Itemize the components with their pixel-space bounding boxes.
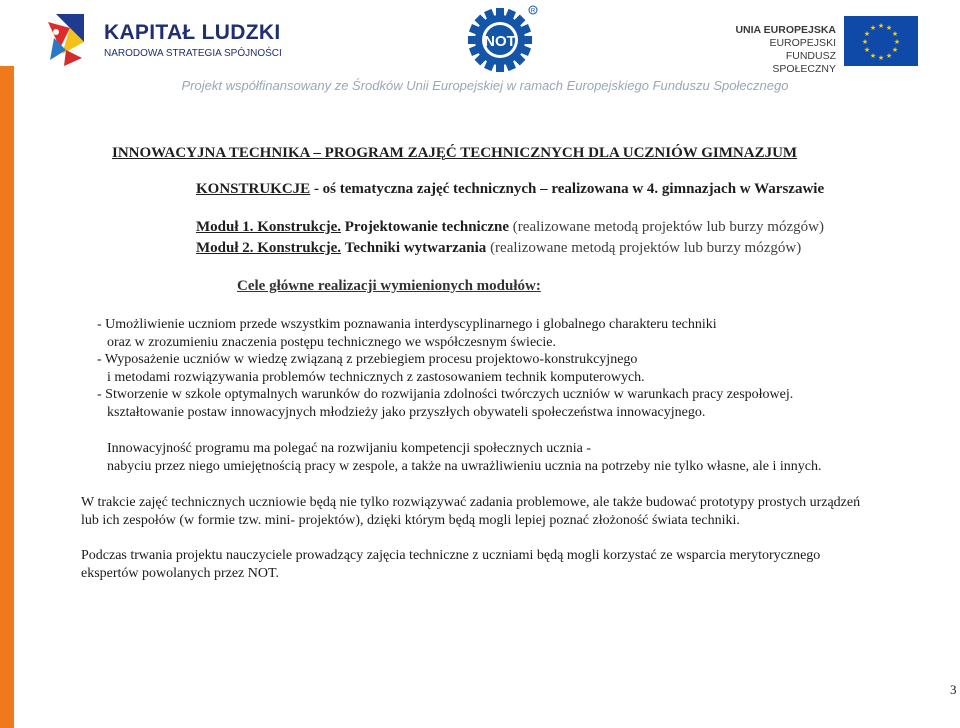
paragraph-2-line-2: ekspertów powolanych przez NOT. (81, 566, 280, 581)
goal-line-3: - Wyposażenie uczniów w wiedzę związaną z przebiegiem procesu projektowo-konstrukcyjnego (97, 352, 638, 367)
kapital-ludzki-emblem-icon (42, 8, 94, 70)
innovation-line-1: Innowacyjność programu ma polegać na rozwijaniu kompetencji społecznych ucznia - (107, 441, 591, 456)
module-1-label: Moduł 1. Konstrukcje. (196, 219, 342, 235)
svg-text:★: ★ (863, 46, 871, 54)
paragraph-2-line-1: Podczas trwania projektu nauczyciele prowadzący zajęcia techniczne z uczniami będą mogli korzystać ze wsparcia merytorycznego (81, 548, 821, 563)
innovation-line-2: nabyciu przez niego umiejętnością pracy w zespole, a także na uwrażliwieniu ucznia na potrzeby nie tylko własne, ale i innych. (107, 459, 822, 474)
svg-text:R: R (530, 8, 536, 15)
eu-line-3: FUNDUSZ SPOŁECZNY (772, 50, 836, 75)
svg-text:★: ★ (893, 38, 901, 46)
goal-line-4: i metodami rozwiązywania problemów technicznych z zastosowaniem technik komputerowych. (107, 370, 645, 385)
thematic-axis-line (196, 181, 824, 198)
thematic-axis-text: - oś tematyczna zajęć technicznych – realizowana w 4. gimnazjach w Warszawie (313, 181, 825, 197)
eu-line-2: EUROPEJSKI (769, 37, 836, 49)
goals-heading: Cele główne realizacji wymienionych modułów: (237, 278, 541, 294)
goal-line-5: - Stworzenie w szkole optymalnych warunków do rozwijania zdolności twórczych uczniów w warunkach pracy zespołowej. (97, 387, 794, 402)
module-1-line (196, 219, 824, 236)
module-2-note: (realizowane metodą projektów lub burzy mózgów) (490, 240, 802, 256)
svg-text:★: ★ (861, 38, 869, 46)
page-number: 3 (950, 682, 957, 697)
kapital-ludzki-subtitle: NARODOWA STRATEGIA SPÓJNOŚCI (104, 48, 282, 59)
svg-text:★: ★ (891, 46, 899, 54)
module-1-topic: Projektowanie techniczne (344, 219, 510, 235)
page-header (0, 0, 960, 105)
module-1-note: (realizowane metodą projektów lub burzy mózgów) (512, 219, 824, 235)
svg-text:★: ★ (869, 52, 877, 60)
svg-text:★: ★ (863, 30, 871, 38)
svg-text:★: ★ (885, 52, 893, 60)
document-title: INNOWACYJNA TECHNIKA – PROGRAM ZAJĘĆ TECHNICZNYCH DLA UCZNIÓW GIMNAZJUM (112, 145, 798, 161)
goal-line-2: oraz w zrozumieniu znaczenia postępu technicznego we współczesnym świecie. (107, 335, 556, 350)
kapital-ludzki-logo (42, 8, 282, 70)
svg-text:★: ★ (891, 30, 899, 38)
not-logo-icon (462, 4, 538, 72)
module-2-topic: Techniki wytwarzania (344, 240, 487, 256)
eu-logo-text (728, 24, 836, 76)
svg-text:★: ★ (885, 24, 893, 32)
eu-flag-icon (844, 16, 918, 66)
paragraph-1-line-1: W trakcie zajęć technicznych uczniowie będą nie tylko rozwiązywać zadania problemowe, ale także budować prototypy prostych urządzeń (81, 495, 861, 510)
svg-text:★: ★ (869, 24, 877, 32)
goal-line-6: kształtowanie postaw innowacyjnych młodzieży jako przyszłych obywateli społeczeństwa innowacyjnego. (107, 405, 706, 420)
module-2-line (196, 240, 801, 257)
goal-line-1: - Umożliwienie uczniom przede wszystkim poznawania interdyscyplinarnego i globalnego charakteru techniki (97, 317, 717, 332)
thematic-axis-label: KONSTRUKCJE (196, 181, 311, 197)
funding-note: Projekt współfinansowany ze Środków Unii Europejskiej w ramach Europejskiego Funduszu Społecznego (181, 78, 789, 93)
svg-text:★: ★ (877, 54, 885, 62)
paragraph-1-line-2: lub ich zespołów (w formie tzw. mini- projektów), dzięki którym będą mogli lepiej poznać złożoność świata techniki. (81, 513, 740, 528)
module-2-label: Moduł 2. Konstrukcje. (196, 240, 342, 256)
kapital-ludzki-title: KAPITAŁ LUDZKI (104, 21, 281, 44)
svg-text:★: ★ (877, 22, 885, 30)
orange-side-bar (0, 66, 14, 728)
not-logo-text: NOT (484, 33, 516, 50)
eu-line-1: UNIA EUROPEJSKA (735, 24, 836, 36)
